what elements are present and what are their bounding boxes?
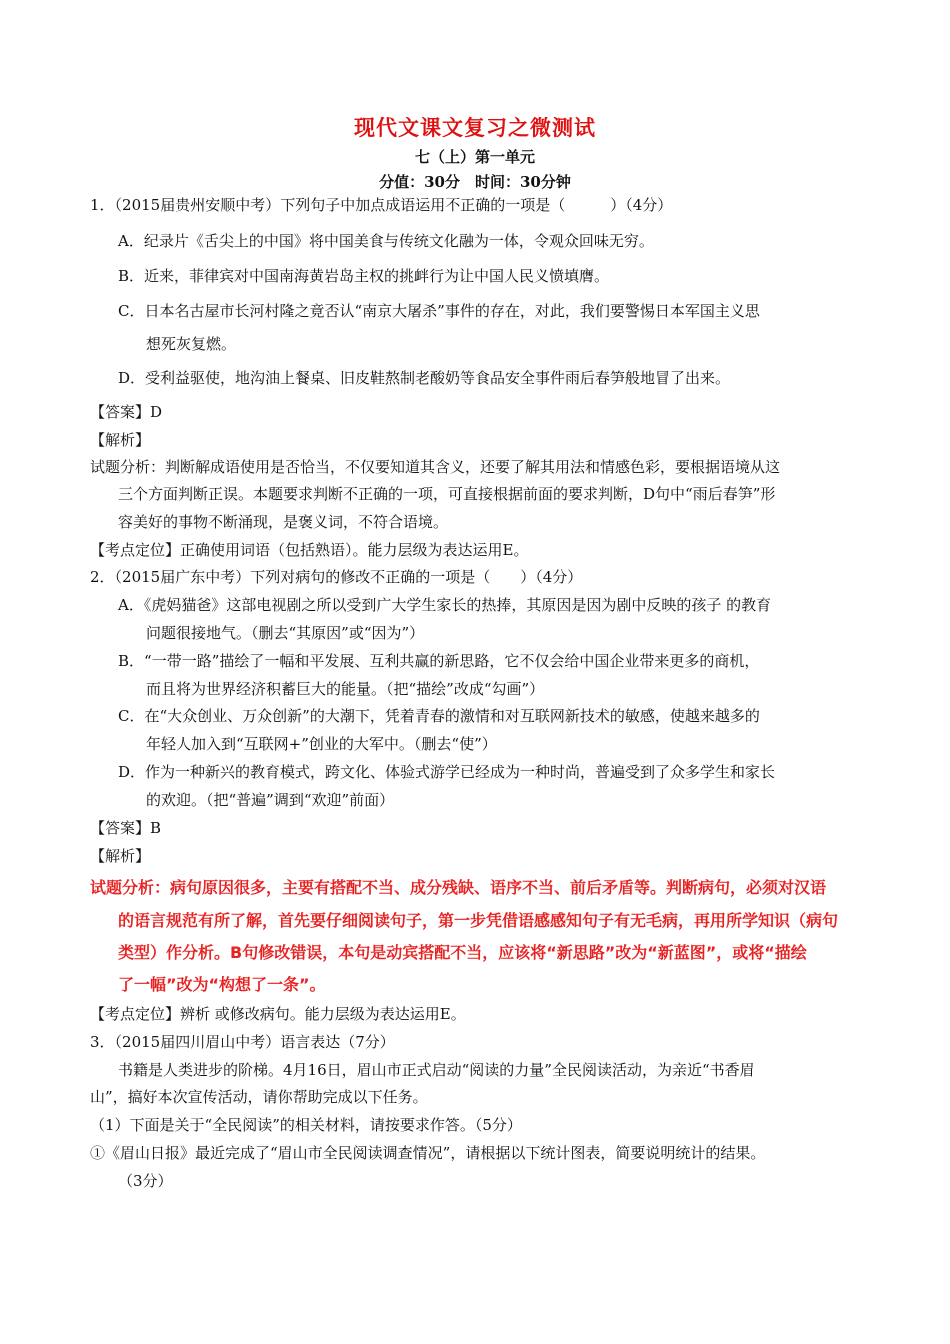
q2-point: 【考点定位】辨析 或修改病句。能力层级为表达运用E。 <box>90 1005 466 1023</box>
score-time: 分值：30分 时间：30分钟 <box>379 173 571 191</box>
q2-answer: 【答案】B <box>90 819 162 837</box>
q1-option-c: C．日本名古屋市长河村隆之竟否认“南京大屠杀”事件的存在，对此，我们要警惕日本军国主义思 <box>118 302 760 320</box>
q1-option-d: D．受利益驱使，地沟油上餐桌、旧皮鞋熬制老酸奶等食品安全事件雨后春笋般地冒了出来。 <box>118 369 731 387</box>
q3-stem: 3．（2015届四川眉山中考）语言表达（7分） <box>90 1033 395 1051</box>
q1-option-b: B．近来，菲律宾对中国南海黄岩岛主权的挑衅行为让中国人民义愤填膺。 <box>118 267 610 285</box>
q3-sub-1-cont: （3分） <box>118 1172 173 1190</box>
q3-part-1: （1）下面是关于“全民阅读”的相关材料，请按要求作答。（5分） <box>90 1116 522 1134</box>
q1-analysis-2: 三个方面判断正误。本题要求判断不正确的一项，可直接根据前面的要求判断，D句中“雨后春笋”形 <box>118 485 776 503</box>
q3-intro-1: 书籍是人类进步的阶梯。4月16日，眉山市正式启动“阅读的力量”全民阅读活动，为亲近“书香眉 <box>118 1061 755 1079</box>
q2-option-a-cont: 问题很接地气。（删去“其原因”或“因为”） <box>146 624 425 642</box>
q2-option-b-cont: 而且将为世界经济积蓄巨大的能量。（把“描绘”改成“勾画”） <box>146 680 545 698</box>
q2-analysis-3: 类型）作分析。B句修改错误，本句是动宾搭配不当，应该将“新思路”改为“新蓝图”，或将“描绘 <box>118 943 807 962</box>
unit-subtitle: 七（上）第一单元 <box>414 148 535 166</box>
q2-option-a: A．《虎妈猫爸》这部电视剧之所以受到广大学生家长的热捧，其原因是因为剧中反映的孩子 的教育 <box>118 596 772 614</box>
q2-stem: 2．（2015届广东中考）下列对病句的修改不正确的一项是（ ）（4分） <box>90 568 583 586</box>
q3-sub-1: ①《眉山日报》最近完成了“眉山市全民阅读调查情况”，请根据以下统计图表，简要说明统计的结果。 <box>90 1144 766 1162</box>
q2-option-c-cont: 年轻人加入到“互联网+”创业的大军中。（删去“使”） <box>146 735 497 753</box>
q2-analysis-2: 的语言规范有所了解，首先要仔细阅读句子，第一步凭借语感感知句子有无毛病，再用所学知识（病句 <box>118 911 839 930</box>
q2-analysis-1: 试题分析：病句原因很多，主要有搭配不当、成分残缺、语序不当、前后矛盾等。判断病句，必须对汉语 <box>90 878 827 897</box>
page-title: 现代文课文复习之微测试 <box>354 115 596 140</box>
q2-option-c: C．在“大众创业、万众创新”的大潮下，凭着青春的激情和对互联网新技术的敏感，使越来越多的 <box>118 707 760 725</box>
q3-intro-2: 山”，搞好本次宣传活动，请你帮助完成以下任务。 <box>90 1088 428 1106</box>
q1-stem: 1．（2015届贵州安顺中考）下列句子中加点成语运用不正确的一项是（ ）（4分） <box>90 196 673 214</box>
q2-analysis-label: 【解析】 <box>90 847 151 865</box>
q2-option-b: B．“一带一路”描绘了一幅和平发展、互利共赢的新思路，它不仅会给中国企业带来更多的商机， <box>118 652 760 670</box>
q1-analysis-3: 容美好的事物不断涌现，是褒义词，不符合语境。 <box>118 513 449 531</box>
q2-option-d: D．作为一种新兴的教育模式，跨文化、体验式游学已经成为一种时尚，普遍受到了众多学生和家长 <box>118 763 776 781</box>
q1-option-c-cont: 想死灰复燃。 <box>146 335 237 353</box>
q1-option-a: A．纪录片《舌尖上的中国》将中国美食与传统文化融为一体，令观众回味无穷。 <box>118 232 654 250</box>
q1-answer: 【答案】D <box>90 403 163 421</box>
q1-point: 【考点定位】正确使用词语（包括熟语）。能力层级为表达运用E。 <box>90 541 529 559</box>
q2-option-d-cont: 的欢迎。（把“普遍”调到“欢迎”前面） <box>146 791 395 809</box>
q1-analysis-1: 试题分析：判断解成语使用是否恰当，不仅要知道其含义，还要了解其用法和情感色彩，要根据语境从这 <box>90 458 781 476</box>
q2-analysis-4: 了一幅”改为“构想了一条”。 <box>118 975 326 994</box>
q1-analysis-label: 【解析】 <box>90 431 151 449</box>
